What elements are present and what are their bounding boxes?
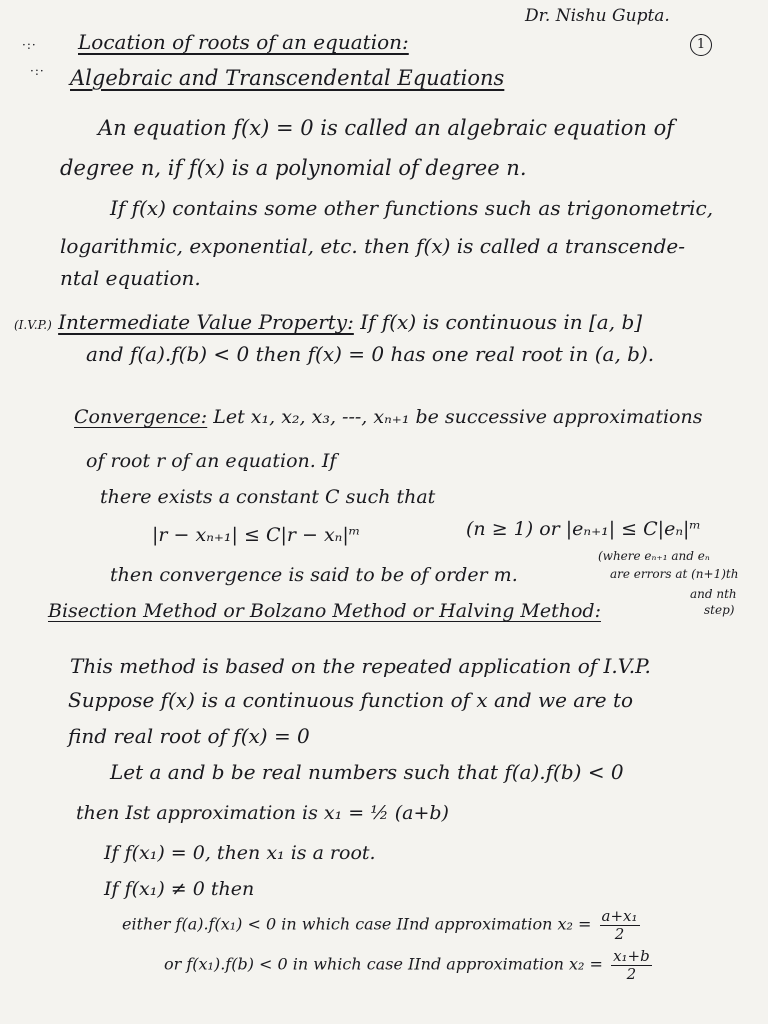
- fraction-numerator: x₁+b: [613, 947, 650, 965]
- title-line-2: Algebraic and Transcendental Equations: [70, 66, 505, 90]
- ivp-title: Intermediate Value Property:: [58, 310, 354, 334]
- convergence-note-4: step): [704, 603, 735, 617]
- convergence-title: Convergence:: [74, 406, 208, 428]
- algebraic-line-2: degree n, if f(x) is a polynomial of degree n.: [60, 156, 527, 180]
- ivp-line-1: [14, 312, 642, 332]
- margin-dots: ·:·: [22, 38, 37, 52]
- ivp-line-1-rest: If f(x) is continuous in [a, b]: [360, 310, 643, 334]
- page-number: 1: [690, 34, 712, 56]
- fraction-a-plus-x1: [600, 908, 640, 942]
- algebraic-line-1: An equation f(x) = 0 is called an algebraic equation of: [98, 116, 675, 140]
- transcendental-line-1: If f(x) contains some other functions such as trigonometric,: [110, 196, 714, 220]
- convergence-line-2: of root r of an equation. If: [86, 450, 337, 472]
- convergence-line-5: then convergence is said to be of order m.: [110, 564, 518, 586]
- fraction-x1-plus-b: [611, 948, 652, 982]
- transcendental-line-2: logarithmic, exponential, etc. then f(x) is called a transcende-: [60, 234, 685, 258]
- bisection-line-3: find real root of f(x) = 0: [68, 724, 310, 748]
- bisection-line-9-text: or f(x₁).f(b) < 0 in which case IInd approximation x₂ =: [164, 954, 603, 974]
- convergence-line-1: [74, 408, 702, 427]
- convergence-note-1: (where eₙ₊₁ and eₙ: [598, 549, 710, 563]
- bisection-line-9: [164, 948, 652, 982]
- ivp-line-2: and f(a).f(b) < 0 then f(x) = 0 has one real root in (a, b).: [86, 342, 655, 366]
- convergence-formula-1: |r − xₙ₊₁| ≤ C|r − xₙ|ᵐ: [152, 524, 361, 546]
- margin-dots: ·:·: [30, 64, 45, 78]
- transcendental-line-3: ntal equation.: [60, 266, 201, 290]
- bisection-line-7: If f(x₁) ≠ 0 then: [104, 878, 255, 900]
- ivp-tag: (I.V.P.): [14, 318, 52, 332]
- fraction-denominator: 2: [626, 964, 637, 983]
- bisection-line-8-text: either f(a).f(x₁) < 0 in which case IInd approximation x₂ =: [122, 914, 592, 934]
- bisection-line-6: If f(x₁) = 0, then x₁ is a root.: [104, 842, 376, 864]
- bisection-line-8: [122, 908, 640, 942]
- convergence-line-3: there exists a constant C such that: [100, 486, 436, 508]
- convergence-formula-2: (n ≥ 1) or |eₙ₊₁| ≤ C|eₙ|ᵐ: [466, 518, 702, 540]
- fraction-denominator: 2: [614, 924, 625, 943]
- bisection-line-5: then Ist approximation is x₁ = ½ (a+b): [76, 802, 449, 824]
- bisection-line-2: Suppose f(x) is a continuous function of x and we are to: [68, 688, 634, 712]
- convergence-note-2: are errors at (n+1)th: [610, 567, 739, 581]
- fraction-numerator: a+x₁: [601, 907, 638, 925]
- bisection-title: Bisection Method or Bolzano Method or Halving Method:: [48, 600, 601, 622]
- bisection-line-4: Let a and b be real numbers such that f(a).f(b) < 0: [110, 760, 624, 784]
- bisection-line-1: This method is based on the repeated application of I.V.P.: [70, 654, 651, 678]
- author-name: Dr. Nishu Gupta.: [525, 6, 670, 26]
- convergence-line-1-rest: Let x₁, x₂, x₃, ---, xₙ₊₁ be successive approximations: [213, 406, 703, 428]
- title-line-1: Location of roots of an equation:: [78, 30, 409, 54]
- convergence-note-3: and nth: [690, 587, 737, 601]
